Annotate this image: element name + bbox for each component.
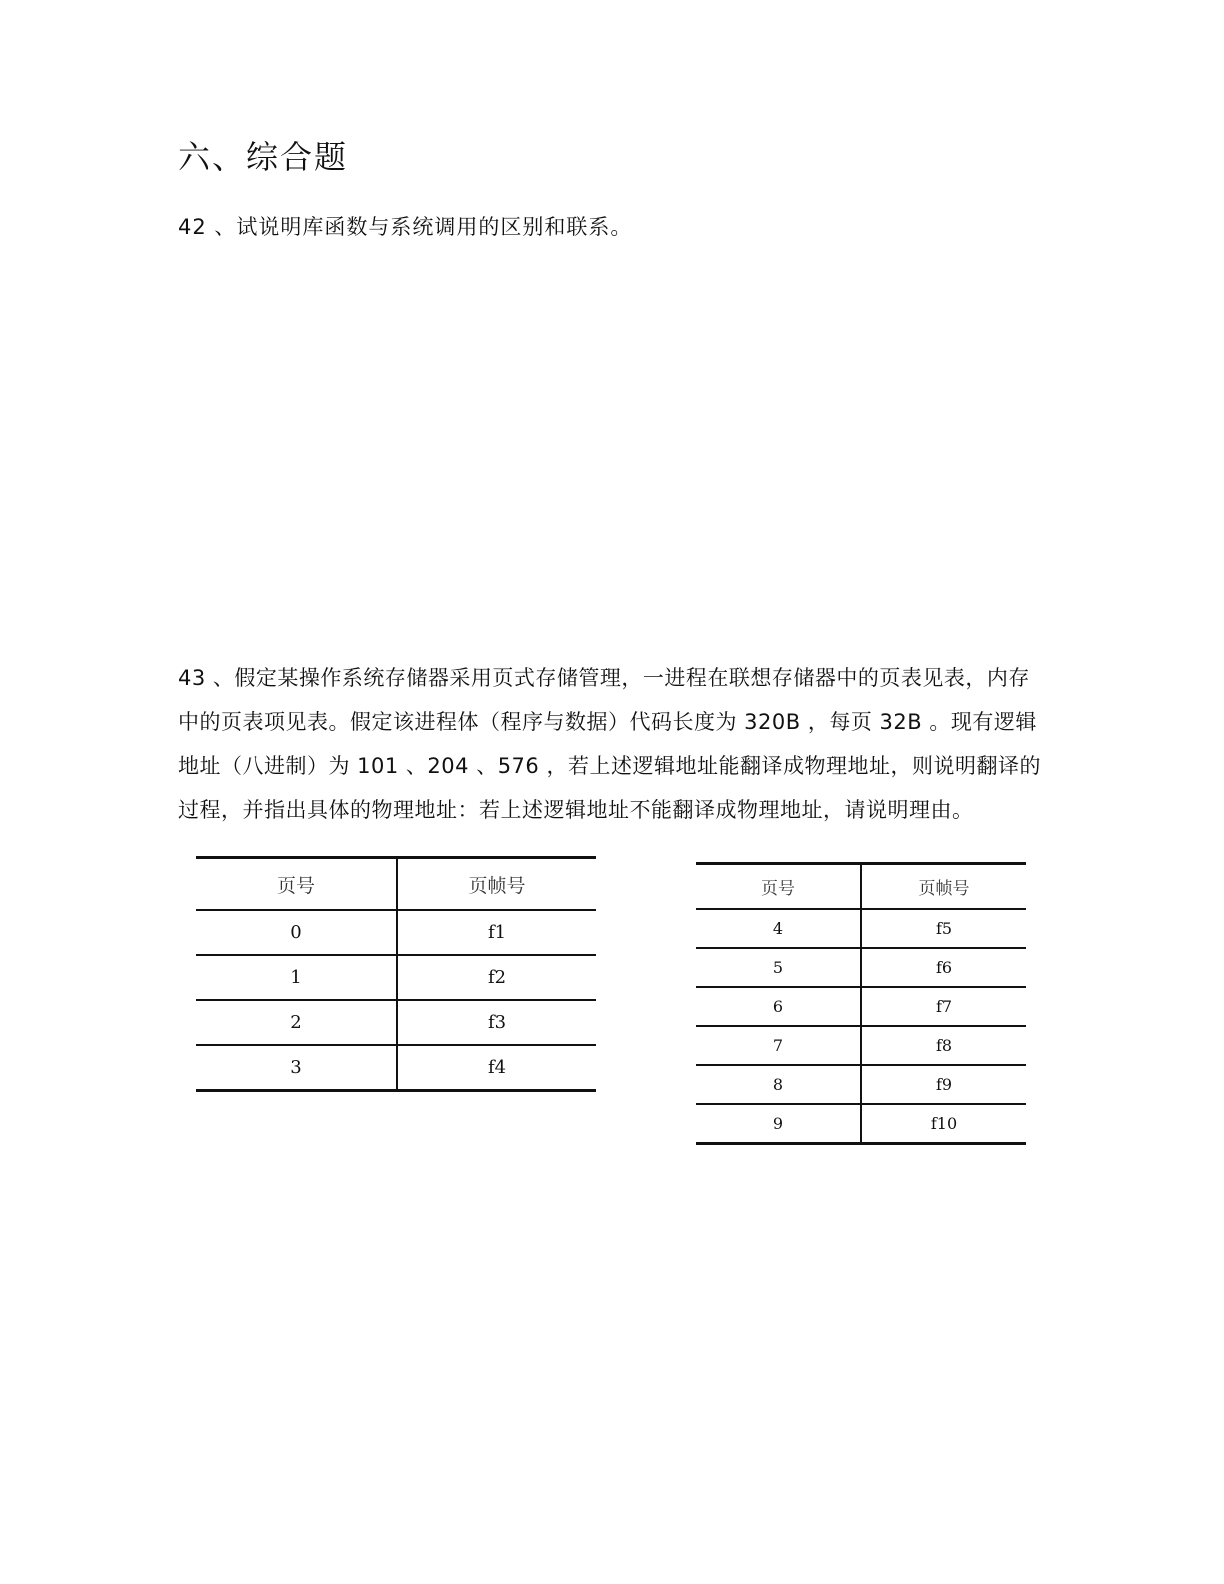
cell-frame: f6 bbox=[861, 948, 1026, 987]
cell-frame: f4 bbox=[487, 1057, 507, 1078]
cell-frame: f2 bbox=[397, 955, 596, 1000]
header-page-number: 页号 bbox=[696, 864, 861, 910]
header-frame-number: 页帧号 bbox=[861, 864, 1026, 910]
table-header-row bbox=[696, 864, 1026, 910]
cell-page: 9 bbox=[696, 1104, 861, 1144]
table-row bbox=[696, 948, 1026, 987]
cell-page: 3 bbox=[196, 1045, 397, 1091]
table-row bbox=[696, 987, 1026, 1026]
cell-frame: f9 bbox=[861, 1065, 1026, 1104]
section-title: 六、综合题 bbox=[178, 138, 349, 176]
cell-page: 0 bbox=[196, 910, 397, 955]
question-43-line: 地址（八进制）为 101 、204 、576 ，若上述逻辑地址能翻译成物理地址，则说明翻译的 bbox=[178, 754, 1041, 778]
question-43-line: 过程，并指出具体的物理地址：若上述逻辑地址不能翻译成物理地址，请说明理由。 bbox=[178, 798, 974, 822]
cell-frame: f3 bbox=[397, 1000, 596, 1045]
cell-frame: f1 bbox=[397, 910, 596, 955]
cell-frame: f7 bbox=[861, 987, 1026, 1026]
header-page-number: 页号 bbox=[196, 858, 397, 911]
question-42: 42 、试说明库函数与系统调用的区别和联系。 bbox=[178, 215, 633, 239]
cell-page: 8 bbox=[696, 1065, 861, 1104]
question-43-line: 中的页表项见表。假定该进程体（程序与数据）代码长度为 320B ，每页 32B 。现有逻辑 bbox=[178, 710, 1037, 734]
question-43 bbox=[178, 663, 1041, 839]
header-frame-number: 页帧号 bbox=[397, 858, 596, 911]
table-row bbox=[196, 910, 596, 955]
table-row bbox=[696, 909, 1026, 948]
cell-frame: f5 bbox=[861, 909, 1026, 948]
table-row bbox=[696, 1065, 1026, 1104]
table-row bbox=[696, 1026, 1026, 1065]
cell-page: 2 bbox=[196, 1000, 397, 1045]
cell-frame: f10 bbox=[930, 1114, 958, 1133]
table-header-row bbox=[196, 858, 596, 911]
question-43-line: 43 、假定某操作系统存储器采用页式存储管理，一进程在联想存储器中的页表见表，内存 bbox=[178, 666, 1030, 690]
table-row bbox=[196, 955, 596, 1000]
table-row bbox=[696, 1104, 1026, 1144]
cell-page: 1 bbox=[196, 955, 397, 1000]
cell-page: 7 bbox=[696, 1026, 861, 1065]
page-table-associative bbox=[196, 856, 596, 1092]
page-table-memory bbox=[696, 862, 1026, 1145]
cell-page: 6 bbox=[696, 987, 861, 1026]
cell-page: 5 bbox=[696, 948, 861, 987]
table-row bbox=[196, 1000, 596, 1045]
cell-frame: f8 bbox=[861, 1026, 1026, 1065]
table-row bbox=[196, 1045, 596, 1091]
cell-page: 4 bbox=[696, 909, 861, 948]
